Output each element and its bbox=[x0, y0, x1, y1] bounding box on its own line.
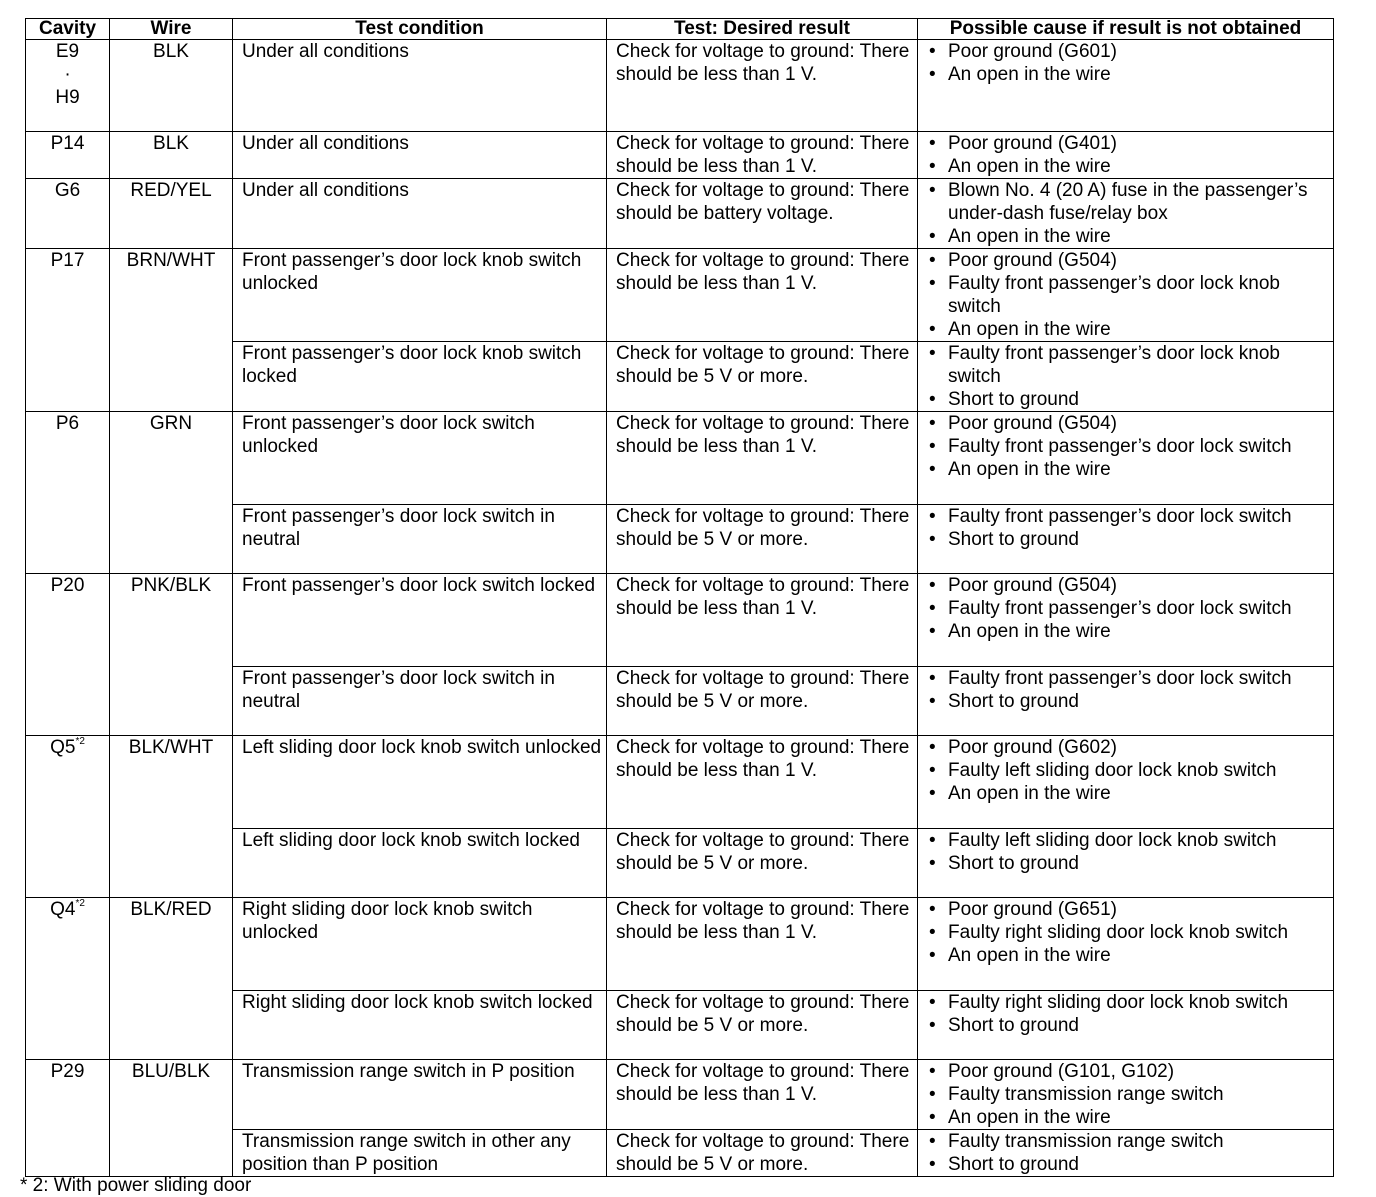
wire-cell: PNK/BLK bbox=[110, 574, 233, 736]
cause-list-item: • An open in the wire bbox=[927, 155, 1333, 178]
desired-result-cell: Check for voltage to ground: There should be 5 V or more. bbox=[607, 1130, 918, 1177]
cavity-label: P20 bbox=[50, 575, 85, 596]
cavity-cell bbox=[26, 412, 110, 574]
table-row bbox=[26, 736, 1334, 829]
test-condition-cell: Left sliding door lock knob switch locked bbox=[233, 829, 607, 898]
cause-list bbox=[927, 991, 1333, 1037]
cause-list-item: • An open in the wire bbox=[927, 458, 1333, 481]
cause-list-item: • Faulty left sliding door lock knob switch bbox=[927, 829, 1333, 852]
cause-list-item: • Poor ground (G504) bbox=[927, 574, 1333, 597]
table-row bbox=[26, 249, 1334, 342]
cavity-label: P14 bbox=[50, 133, 85, 154]
cause-list-item: • An open in the wire bbox=[927, 1106, 1333, 1129]
cause-list-item: • An open in the wire bbox=[927, 63, 1333, 86]
cause-list-item: • Faulty front passenger’s door lock knob switch bbox=[927, 272, 1333, 318]
test-condition-cell: Front passenger’s door lock switch unlocked bbox=[233, 412, 607, 505]
desired-result-cell: Check for voltage to ground: There should be 5 V or more. bbox=[607, 505, 918, 574]
cause-list bbox=[927, 829, 1333, 875]
cavity-cell bbox=[26, 574, 110, 736]
possible-cause-cell bbox=[918, 342, 1334, 412]
possible-cause-cell bbox=[918, 1060, 1334, 1130]
cavity-label: G6 bbox=[54, 180, 81, 201]
wire-cell: GRN bbox=[110, 412, 233, 574]
cause-list bbox=[927, 249, 1333, 341]
table-row bbox=[26, 40, 1334, 132]
cavity-cell bbox=[26, 179, 110, 249]
cause-list-item: • Faulty front passenger’s door lock switch bbox=[927, 435, 1333, 458]
desired-result-cell: Check for voltage to ground: There should be less than 1 V. bbox=[607, 736, 918, 829]
wire-cell: RED/YEL bbox=[110, 179, 233, 249]
possible-cause-cell bbox=[918, 505, 1334, 574]
wire-cell: BRN/WHT bbox=[110, 249, 233, 412]
cause-list-item: • An open in the wire bbox=[927, 944, 1333, 967]
cause-list bbox=[927, 342, 1333, 411]
possible-cause-cell bbox=[918, 412, 1334, 505]
desired-result-cell: Check for voltage to ground: There should be 5 V or more. bbox=[607, 991, 918, 1060]
cavity-cell bbox=[26, 736, 110, 898]
cavity-cell bbox=[26, 1060, 110, 1177]
cause-list-item: • Faulty right sliding door lock knob switch bbox=[927, 991, 1333, 1014]
desired-result-cell: Check for voltage to ground: There should be less than 1 V. bbox=[607, 1060, 918, 1130]
header-possible-cause: Possible cause if result is not obtained bbox=[918, 19, 1334, 40]
test-condition-cell: Front passenger’s door lock switch in neutral bbox=[233, 505, 607, 574]
cavity-label: P17 bbox=[50, 250, 85, 271]
header-test-condition: Test condition bbox=[233, 19, 607, 40]
possible-cause-cell bbox=[918, 574, 1334, 667]
cause-list-item: • Poor ground (G504) bbox=[927, 249, 1333, 272]
test-condition-cell: Under all conditions bbox=[233, 40, 607, 132]
cavity-label: E9 bbox=[55, 41, 80, 62]
cause-list-item: • Faulty front passenger’s door lock knob switch bbox=[927, 342, 1333, 388]
table-row bbox=[26, 412, 1334, 505]
desired-result-cell: Check for voltage to ground: There should be 5 V or more. bbox=[607, 667, 918, 736]
cause-list-item: • Faulty transmission range switch bbox=[927, 1083, 1333, 1106]
desired-result-cell: Check for voltage to ground: There should be less than 1 V. bbox=[607, 40, 918, 132]
possible-cause-cell bbox=[918, 667, 1334, 736]
desired-result-cell: Check for voltage to ground: There should be less than 1 V. bbox=[607, 898, 918, 991]
possible-cause-cell bbox=[918, 179, 1334, 249]
table-row bbox=[26, 132, 1334, 179]
test-condition-cell: Left sliding door lock knob switch unlocked bbox=[233, 736, 607, 829]
cause-list-item: • Faulty right sliding door lock knob switch bbox=[927, 921, 1333, 944]
cause-list-item: • An open in the wire bbox=[927, 318, 1333, 341]
cavity-cell bbox=[26, 249, 110, 412]
cavity-footnote-mark: *2 bbox=[75, 898, 85, 909]
cavity-label: Q4 bbox=[50, 899, 76, 920]
cause-list-item: • Faulty front passenger’s door lock switch bbox=[927, 505, 1333, 528]
possible-cause-cell bbox=[918, 736, 1334, 829]
wire-cell: BLK bbox=[110, 132, 233, 179]
cause-list bbox=[927, 40, 1333, 86]
cavity-label: P29 bbox=[50, 1061, 85, 1082]
test-condition-cell: Front passenger’s door lock knob switch locked bbox=[233, 342, 607, 412]
possible-cause-cell bbox=[918, 40, 1334, 132]
table-row bbox=[26, 1060, 1334, 1130]
cause-list-item: • Poor ground (G401) bbox=[927, 132, 1333, 155]
header-desired-result: Test: Desired result bbox=[607, 19, 918, 40]
desired-result-cell: Check for voltage to ground: There should be battery voltage. bbox=[607, 179, 918, 249]
header-cavity: Cavity bbox=[26, 19, 110, 40]
cavity-label: Q5 bbox=[50, 737, 76, 758]
cause-list-item: • Short to ground bbox=[927, 1153, 1333, 1176]
cause-list-item: • Poor ground (G651) bbox=[927, 898, 1333, 921]
cause-list bbox=[927, 736, 1333, 805]
cause-list-item: • Faulty transmission range switch bbox=[927, 1130, 1333, 1153]
cause-list-item: • Short to ground bbox=[927, 852, 1333, 875]
cause-list-item: • Poor ground (G504) bbox=[927, 412, 1333, 435]
desired-result-cell: Check for voltage to ground: There should be less than 1 V. bbox=[607, 132, 918, 179]
cause-list bbox=[927, 1060, 1333, 1129]
cause-list bbox=[927, 574, 1333, 643]
test-condition-cell: Front passenger’s door lock switch locked bbox=[233, 574, 607, 667]
wiring-test-document bbox=[20, 18, 1334, 1196]
cavity-cell bbox=[26, 132, 110, 179]
cause-list bbox=[927, 667, 1333, 713]
cause-list-item: • Short to ground bbox=[927, 1014, 1333, 1037]
cause-list-item: • An open in the wire bbox=[927, 782, 1333, 805]
cause-list-item: • Poor ground (G601) bbox=[927, 40, 1333, 63]
desired-result-cell: Check for voltage to ground: There should be less than 1 V. bbox=[607, 574, 918, 667]
possible-cause-cell bbox=[918, 249, 1334, 342]
test-condition-cell: Transmission range switch in P position bbox=[233, 1060, 607, 1130]
wire-cell: BLK/WHT bbox=[110, 736, 233, 898]
desired-result-cell: Check for voltage to ground: There should be less than 1 V. bbox=[607, 249, 918, 342]
possible-cause-cell bbox=[918, 1130, 1334, 1177]
wire-cell: BLK bbox=[110, 40, 233, 132]
cause-list-item: • Faulty front passenger’s door lock switch bbox=[927, 667, 1333, 690]
cavity-cell bbox=[26, 40, 110, 132]
desired-result-cell: Check for voltage to ground: There should be 5 V or more. bbox=[607, 342, 918, 412]
wire-cell: BLK/RED bbox=[110, 898, 233, 1060]
cause-list-item: • Poor ground (G602) bbox=[927, 736, 1333, 759]
table-row bbox=[26, 179, 1334, 249]
cause-list-item: • Short to ground bbox=[927, 388, 1333, 411]
test-table bbox=[25, 18, 1334, 1177]
cause-list-item: • Short to ground bbox=[927, 528, 1333, 551]
possible-cause-cell bbox=[918, 898, 1334, 991]
desired-result-cell: Check for voltage to ground: There should be less than 1 V. bbox=[607, 412, 918, 505]
test-condition-cell: Front passenger’s door lock switch in neutral bbox=[233, 667, 607, 736]
cavity-range-dot: · bbox=[64, 64, 71, 85]
footnote: * 2: With power sliding door bbox=[20, 1175, 252, 1196]
possible-cause-cell bbox=[918, 829, 1334, 898]
test-condition-cell: Under all conditions bbox=[233, 132, 607, 179]
cause-list bbox=[927, 132, 1333, 178]
cavity-footnote-mark: *2 bbox=[75, 736, 85, 747]
cause-list bbox=[927, 1130, 1333, 1176]
test-condition-cell: Right sliding door lock knob switch unlocked bbox=[233, 898, 607, 991]
test-condition-cell: Front passenger’s door lock knob switch unlocked bbox=[233, 249, 607, 342]
cause-list-item: • Poor ground (G101, G102) bbox=[927, 1060, 1333, 1083]
header-row bbox=[26, 19, 1334, 40]
cause-list bbox=[927, 412, 1333, 481]
cause-list-item: • An open in the wire bbox=[927, 225, 1333, 248]
test-condition-cell: Under all conditions bbox=[233, 179, 607, 249]
table-row bbox=[26, 898, 1334, 991]
cause-list-item: • Blown No. 4 (20 A) fuse in the passenger’s under-dash fuse/relay box bbox=[927, 179, 1333, 225]
possible-cause-cell bbox=[918, 132, 1334, 179]
test-condition-cell: Transmission range switch in other any position than P position bbox=[233, 1130, 607, 1177]
cavity-cell bbox=[26, 898, 110, 1060]
cause-list-item: • Faulty left sliding door lock knob switch bbox=[927, 759, 1333, 782]
cause-list bbox=[927, 505, 1333, 551]
possible-cause-cell bbox=[918, 991, 1334, 1060]
cavity-label: P6 bbox=[55, 413, 80, 434]
cause-list bbox=[927, 898, 1333, 967]
header-wire: Wire bbox=[110, 19, 233, 40]
cause-list bbox=[927, 179, 1333, 248]
wire-cell: BLU/BLK bbox=[110, 1060, 233, 1177]
table-row bbox=[26, 574, 1334, 667]
cavity-label-end: H9 bbox=[55, 87, 80, 108]
cause-list-item: • Short to ground bbox=[927, 690, 1333, 713]
desired-result-cell: Check for voltage to ground: There should be 5 V or more. bbox=[607, 829, 918, 898]
cause-list-item: • Faulty front passenger’s door lock switch bbox=[927, 597, 1333, 620]
test-condition-cell: Right sliding door lock knob switch locked bbox=[233, 991, 607, 1060]
cause-list-item: • An open in the wire bbox=[927, 620, 1333, 643]
